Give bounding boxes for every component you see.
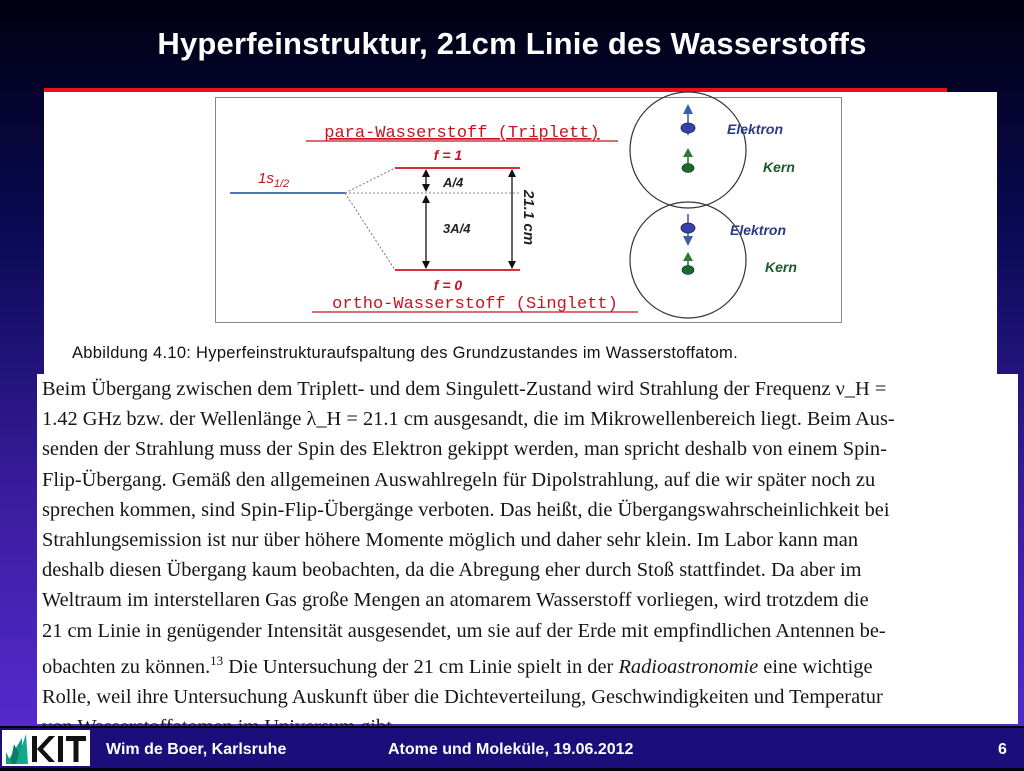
figure-caption: Abbildung 4.10: Hyperfeinstrukturaufspaltung des Grundzustandes im Wasserstoffatom.: [72, 344, 738, 362]
slide-title: Hyperfeinstruktur, 21cm Linie des Wasserstoffs: [157, 26, 867, 61]
text-fragment: obachten zu können.: [42, 655, 211, 678]
ortho-nucleus-dot: [682, 266, 694, 275]
text-line: senden der Strahlung muss der Spin des Elektron gekippt werden, man spricht deshalb von einem Spin-: [42, 438, 887, 461]
ortho-electron-arrow-head: [683, 236, 693, 246]
para-nucleus-arrow-head: [683, 148, 693, 157]
a4-arrow-head-up: [422, 169, 430, 177]
a34-arrow-head-up: [422, 195, 430, 203]
para-electron-label: Elektron: [727, 121, 784, 137]
text-line: [42, 646, 1010, 682]
hyperfine-diagram: [0, 0, 1024, 380]
text-line: 21 cm Linie in genügender Intensität ausgesendet, um sie auf der Erde mit empfindlichen Antennen be-: [42, 619, 886, 642]
a34-arrow-head-down: [422, 261, 430, 269]
text-line: Flip-Übergang. Gemäß den allgemeinen Auswahlregeln für Dipolstrahlung, auf die wir später noch zu: [42, 468, 876, 491]
footnote-ref: 13: [210, 652, 224, 668]
ortho-nucleus-arrow-head: [683, 252, 693, 261]
text-line: Beim Übergang zwischen dem Triplett- und dem Singulett-Zustand wird Strahlung der Frequenz ν_H =: [42, 378, 887, 400]
ground-state-label: $1s_{1/2}$: [258, 170, 290, 190]
footer-divider: [0, 726, 1024, 728]
para-electron-dot: [681, 123, 695, 133]
para-electron-arrow-head: [683, 104, 693, 114]
footer-course: Atome und Moleküle, 19.06.2012: [388, 741, 634, 758]
text-line: 1.42 GHz bzw. der Wellenlänge λ_H = 21.1 cm ausgesandt, die im Mikrowellenbereich liegt. Beim Aus-: [42, 408, 895, 431]
text-line: Weltraum im interstellaren Gas große Mengen an atomarem Wasserstoff vorliegen, wird trotzdem die: [42, 589, 869, 612]
text-line: Rolle, weil ihre Untersuchung Auskunft über die Dichteverteilung, Geschwindigkeiten und Temperatur: [42, 685, 883, 708]
a4-arrow-head-down: [422, 184, 430, 192]
a4-label: A/4: [443, 175, 464, 190]
para-nucleus-dot: [682, 164, 694, 173]
split-dotted-lower: [345, 193, 395, 270]
text-line: Strahlungsemission ist nur über höhere Momente möglich und daher sehr klein. Im Labor kann man: [42, 529, 859, 552]
emphasis-radioastronomie: Radioastronomie: [618, 655, 759, 678]
footer-author: Wim de Boer, Karlsruhe: [106, 741, 287, 758]
ortho-nucleus-label: Kern: [765, 259, 797, 275]
para-nucleus-label: Kern: [763, 159, 795, 175]
wavelength-label: 21.1 cm: [520, 190, 537, 246]
text-fragment: eine wichtige: [763, 655, 873, 678]
text-fragment: Die Untersuchung der 21 cm Linie spielt in der: [228, 655, 614, 678]
kit-logo-icon: [2, 730, 90, 766]
wavelength-arrow-head-up: [508, 169, 516, 177]
kit-logo: [2, 730, 90, 766]
split-dotted-upper: [345, 168, 395, 193]
ortho-electron-dot: [681, 223, 695, 233]
para-label: para-Wasserstoff (Triplett): [324, 124, 600, 143]
f1-label: f = 1: [433, 147, 463, 163]
ortho-electron-label: Elektron: [730, 222, 787, 238]
slide-number: 6: [998, 741, 1007, 758]
body-text: [42, 374, 1010, 742]
f0-label: f = 0: [433, 277, 463, 293]
a34-label: 3A/4: [443, 221, 471, 236]
ortho-label: ortho-Wasserstoff (Singlett): [332, 295, 618, 314]
wavelength-arrow-head-down: [508, 261, 516, 269]
text-line: deshalb diesen Übergang kaum beobachten, da die Abregung eher durch Stoß stattfindet. Da aber im: [42, 559, 862, 582]
text-line: sprechen kommen, sind Spin-Flip-Übergänge verboten. Das heißt, die Übergangswahrscheinlichkeit bei: [42, 498, 890, 521]
